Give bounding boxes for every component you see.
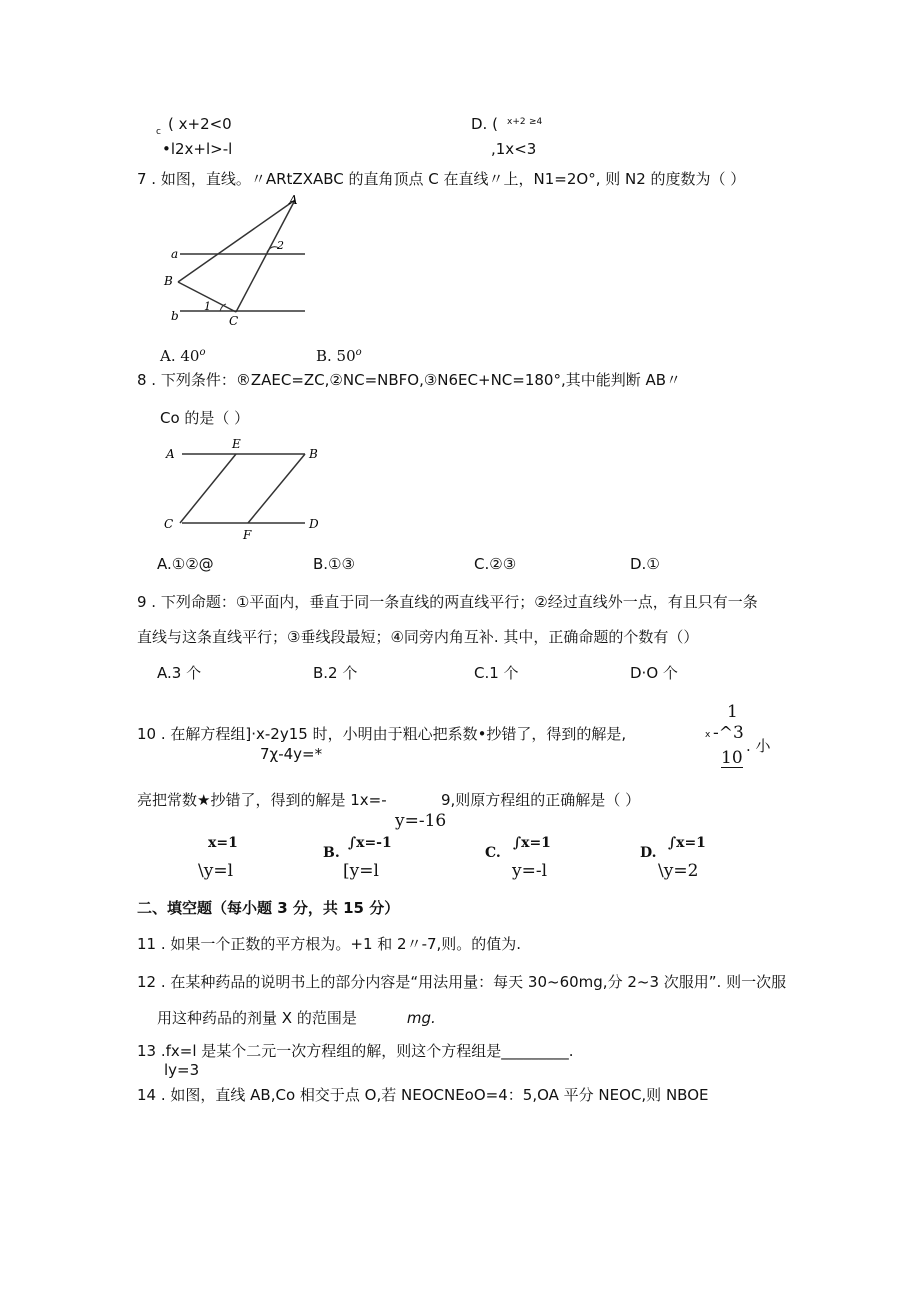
q13-text: 13 .fx=l 是某个二元一次方程组的解，则这个方程组是_________. [137, 1042, 574, 1060]
q10-frac-top: 1 [727, 702, 738, 722]
segment-bf [248, 454, 305, 523]
q12-line1: 12 . 在某种药品的说明书上的部分内容是“用法用量：每天 30~60mg,分 2~3 次服用”. 则一次服 [137, 973, 787, 991]
q6-c-line2: •l2x+l>-l [162, 140, 233, 158]
label-B: B [309, 447, 318, 461]
label-a: a [171, 247, 179, 261]
q6-c-label: c [156, 127, 161, 137]
q13-sub: ly=3 [164, 1061, 200, 1079]
q9-option-d: D·O 个 [630, 664, 678, 682]
q10-line2b: 9,则原方程组的正确解是（ ） [441, 791, 641, 809]
q7-option-a: A. 40$^o$ [160, 347, 206, 365]
label-B: B [164, 274, 173, 288]
q10-opt-a-bottom: \y=l [198, 861, 234, 881]
q6-c-line1: ( x+2<0 [168, 115, 232, 133]
q10-opt-c-top: ∫x=1 [513, 835, 551, 851]
q9-option-c: C.1 个 [474, 664, 519, 682]
label-E: E [232, 437, 241, 451]
q10-opt-b-label: B. [323, 845, 340, 861]
q10-opt-a-top: x=1 [208, 835, 238, 851]
section2-title: 二、填空题（每小题 3 分，共 15 分） [137, 899, 400, 917]
q8-option-d: D.① [630, 555, 660, 573]
q10-opt-b-top: ∫x=-1 [348, 835, 392, 851]
q10-frac-x: x [705, 730, 711, 740]
q7-option-b: B. 50$^o$ [316, 347, 362, 365]
q10-frac-mid: -^3 [713, 723, 744, 743]
q10-line1: 10 . 在解方程组]·x-2y15 时，小明由于粗心把系数•抄错了，得到的解是, [137, 725, 627, 743]
segment-ec [180, 454, 236, 523]
q10-tail: . 小 [746, 737, 771, 755]
q10-opt-d-label: D. [640, 845, 657, 861]
q12-line2: 用这种药品的剂量 X 的范围是 mg. [157, 1009, 436, 1027]
q6-d-line2: ,1x<3 [491, 140, 537, 158]
q10-opt-d-top: ∫x=1 [668, 835, 706, 851]
q10-frac-bottom: 10 [721, 748, 743, 768]
q7-figure [160, 192, 310, 332]
label-D: D [309, 517, 319, 531]
q10-opt-b-bottom: [y=l [343, 861, 379, 881]
q10-sub1: 7χ-4y=* [260, 745, 323, 763]
q10-line2: 亮把常数★抄错了，得到的解是 1x=- [137, 791, 387, 809]
label-C: C [229, 314, 239, 328]
q6-d-sup: x+2 [507, 117, 526, 127]
label-A: A [166, 447, 175, 461]
q10-opt-d-bottom: \y=2 [658, 861, 699, 881]
q8-figure [160, 435, 335, 540]
label-1: 1 [204, 300, 211, 313]
q8-option-c: C.②③ [474, 555, 517, 573]
label-b: b [171, 309, 179, 323]
q6-d-line1: ≥4 [529, 117, 543, 127]
q9-option-a: A.3 个 [157, 664, 202, 682]
q14-text: 14 . 如图，直线 AB,Co 相交于点 O,若 NEOCNEoO=4：5,OA 平分 NEOC,则 NBOE [137, 1086, 709, 1104]
q11-text: 11 . 如果一个正数的平方根为。+1 和 2〃-7,则。的值为. [137, 935, 522, 953]
label-2: 2 [277, 239, 284, 252]
q10-opt-c-bottom: y=-l [512, 861, 548, 881]
q8-option-b: B.①③ [313, 555, 355, 573]
q10-sub2: y=-16 [395, 811, 447, 831]
q6-d-label: D. ( [471, 115, 498, 133]
q9-line1: 9 . 下列命题：①平面内，垂直于同一条直线的两直线平行；②经过直线外一点，有且只有一条 [137, 593, 758, 611]
segment-ca [236, 200, 295, 312]
label-F: F [243, 528, 252, 542]
q7-text: 7 . 如图，直线。〃ARtZXABC 的直角顶点 C 在直线〃上，N1=2O°, 则 N2 的度数为（ ） [137, 170, 746, 188]
label-A: A [289, 193, 298, 207]
q9-option-b: B.2 个 [313, 664, 358, 682]
q10-opt-c-label: C. [485, 845, 501, 861]
q8-text2: Co 的是（ ） [160, 409, 250, 427]
q8-text: 8 . 下列条件：®ZAEC=ZC,②NC=NBFO,③N6EC+NC=180°,其中能判断 AB〃 [137, 371, 682, 389]
q8-option-a: A.①②@ [157, 555, 214, 573]
q9-line2: 直线与这条直线平行；③垂线段最短；④同旁内角互补. 其中，正确命题的个数有（） [137, 628, 699, 646]
label-C: C [164, 517, 174, 531]
